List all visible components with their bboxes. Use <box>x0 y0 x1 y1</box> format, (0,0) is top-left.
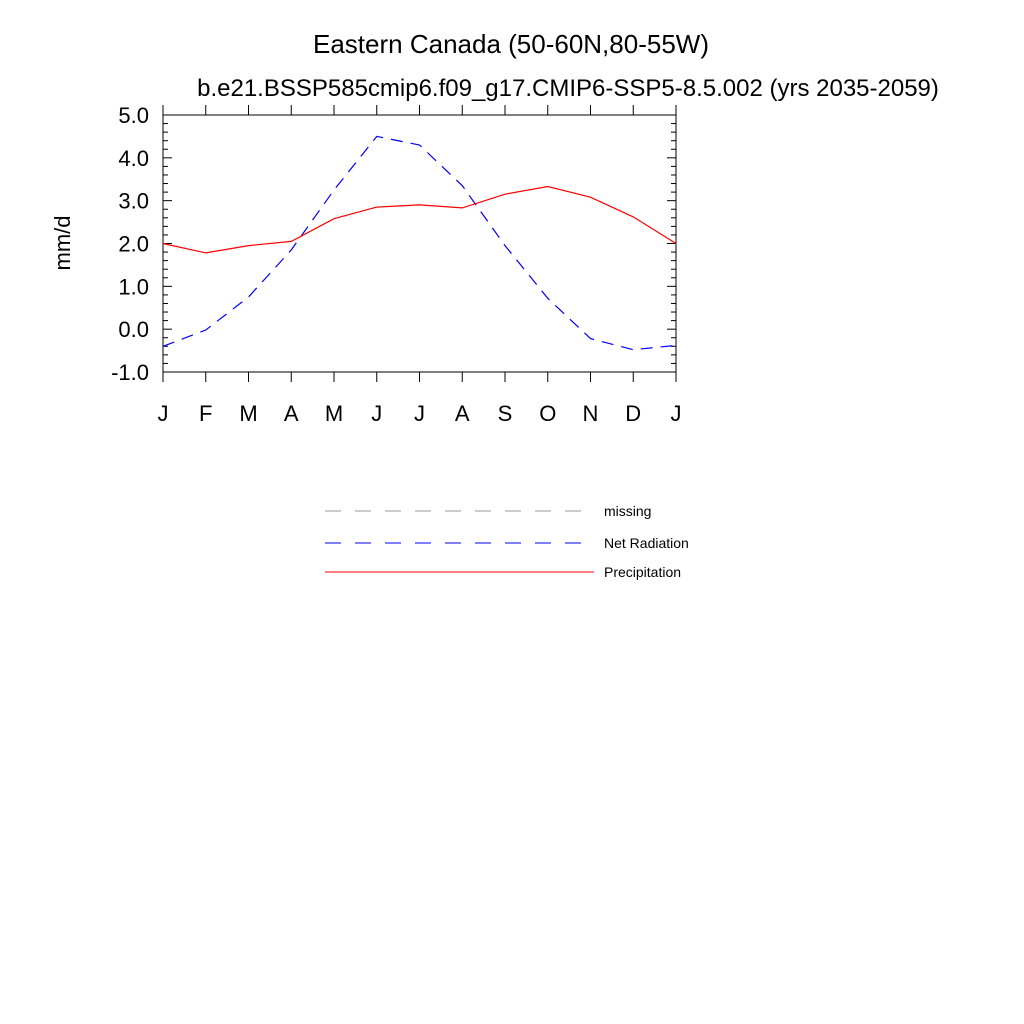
legend-label: missing <box>604 503 652 519</box>
series-lines <box>163 136 676 349</box>
axis-ticks <box>163 105 676 382</box>
plot-frame <box>163 115 676 372</box>
legend-label: Precipitation <box>604 564 682 580</box>
y-tick-label: 5.0 <box>118 103 149 128</box>
x-tick-label: M <box>324 401 344 426</box>
chart-subtitle: b.e21.BSSP585cmip6.f09_g17.CMIP6-SSP5-8.5.002 (yrs 2035-2059) <box>197 75 939 102</box>
y-tick-labels <box>111 103 149 385</box>
y-tick-label: 4.0 <box>118 145 149 171</box>
x-tick-label: O <box>539 401 557 426</box>
chart-title: Eastern Canada (50-60N,80-55W) <box>313 29 709 59</box>
y-tick-label: 0.0 <box>118 317 149 343</box>
y-tick-label: -1.0 <box>111 360 149 385</box>
y-tick-label: 1.0 <box>118 274 149 300</box>
x-tick-label: J <box>670 401 682 426</box>
x-tick-label: N <box>582 401 599 426</box>
x-tick-label: S <box>497 401 513 426</box>
x-tick-label: F <box>199 401 213 426</box>
y-axis-label: mm/d <box>50 215 75 271</box>
y-tick-label: 3.0 <box>118 188 149 214</box>
x-tick-label: A <box>283 401 299 426</box>
x-tick-label: J <box>371 401 383 426</box>
x-tick-label: D <box>625 401 642 426</box>
legend-label: Net Radiation <box>604 535 689 551</box>
series-line-net-radiation <box>163 136 676 349</box>
series-line-precipitation <box>163 187 676 253</box>
y-tick-label: 2.0 <box>118 231 149 257</box>
x-tick-label: A <box>454 401 470 426</box>
x-tick-labels <box>158 401 682 426</box>
x-tick-label: J <box>414 401 425 426</box>
x-tick-label: J <box>157 401 169 426</box>
x-tick-label: M <box>239 401 258 426</box>
legend <box>325 503 689 580</box>
